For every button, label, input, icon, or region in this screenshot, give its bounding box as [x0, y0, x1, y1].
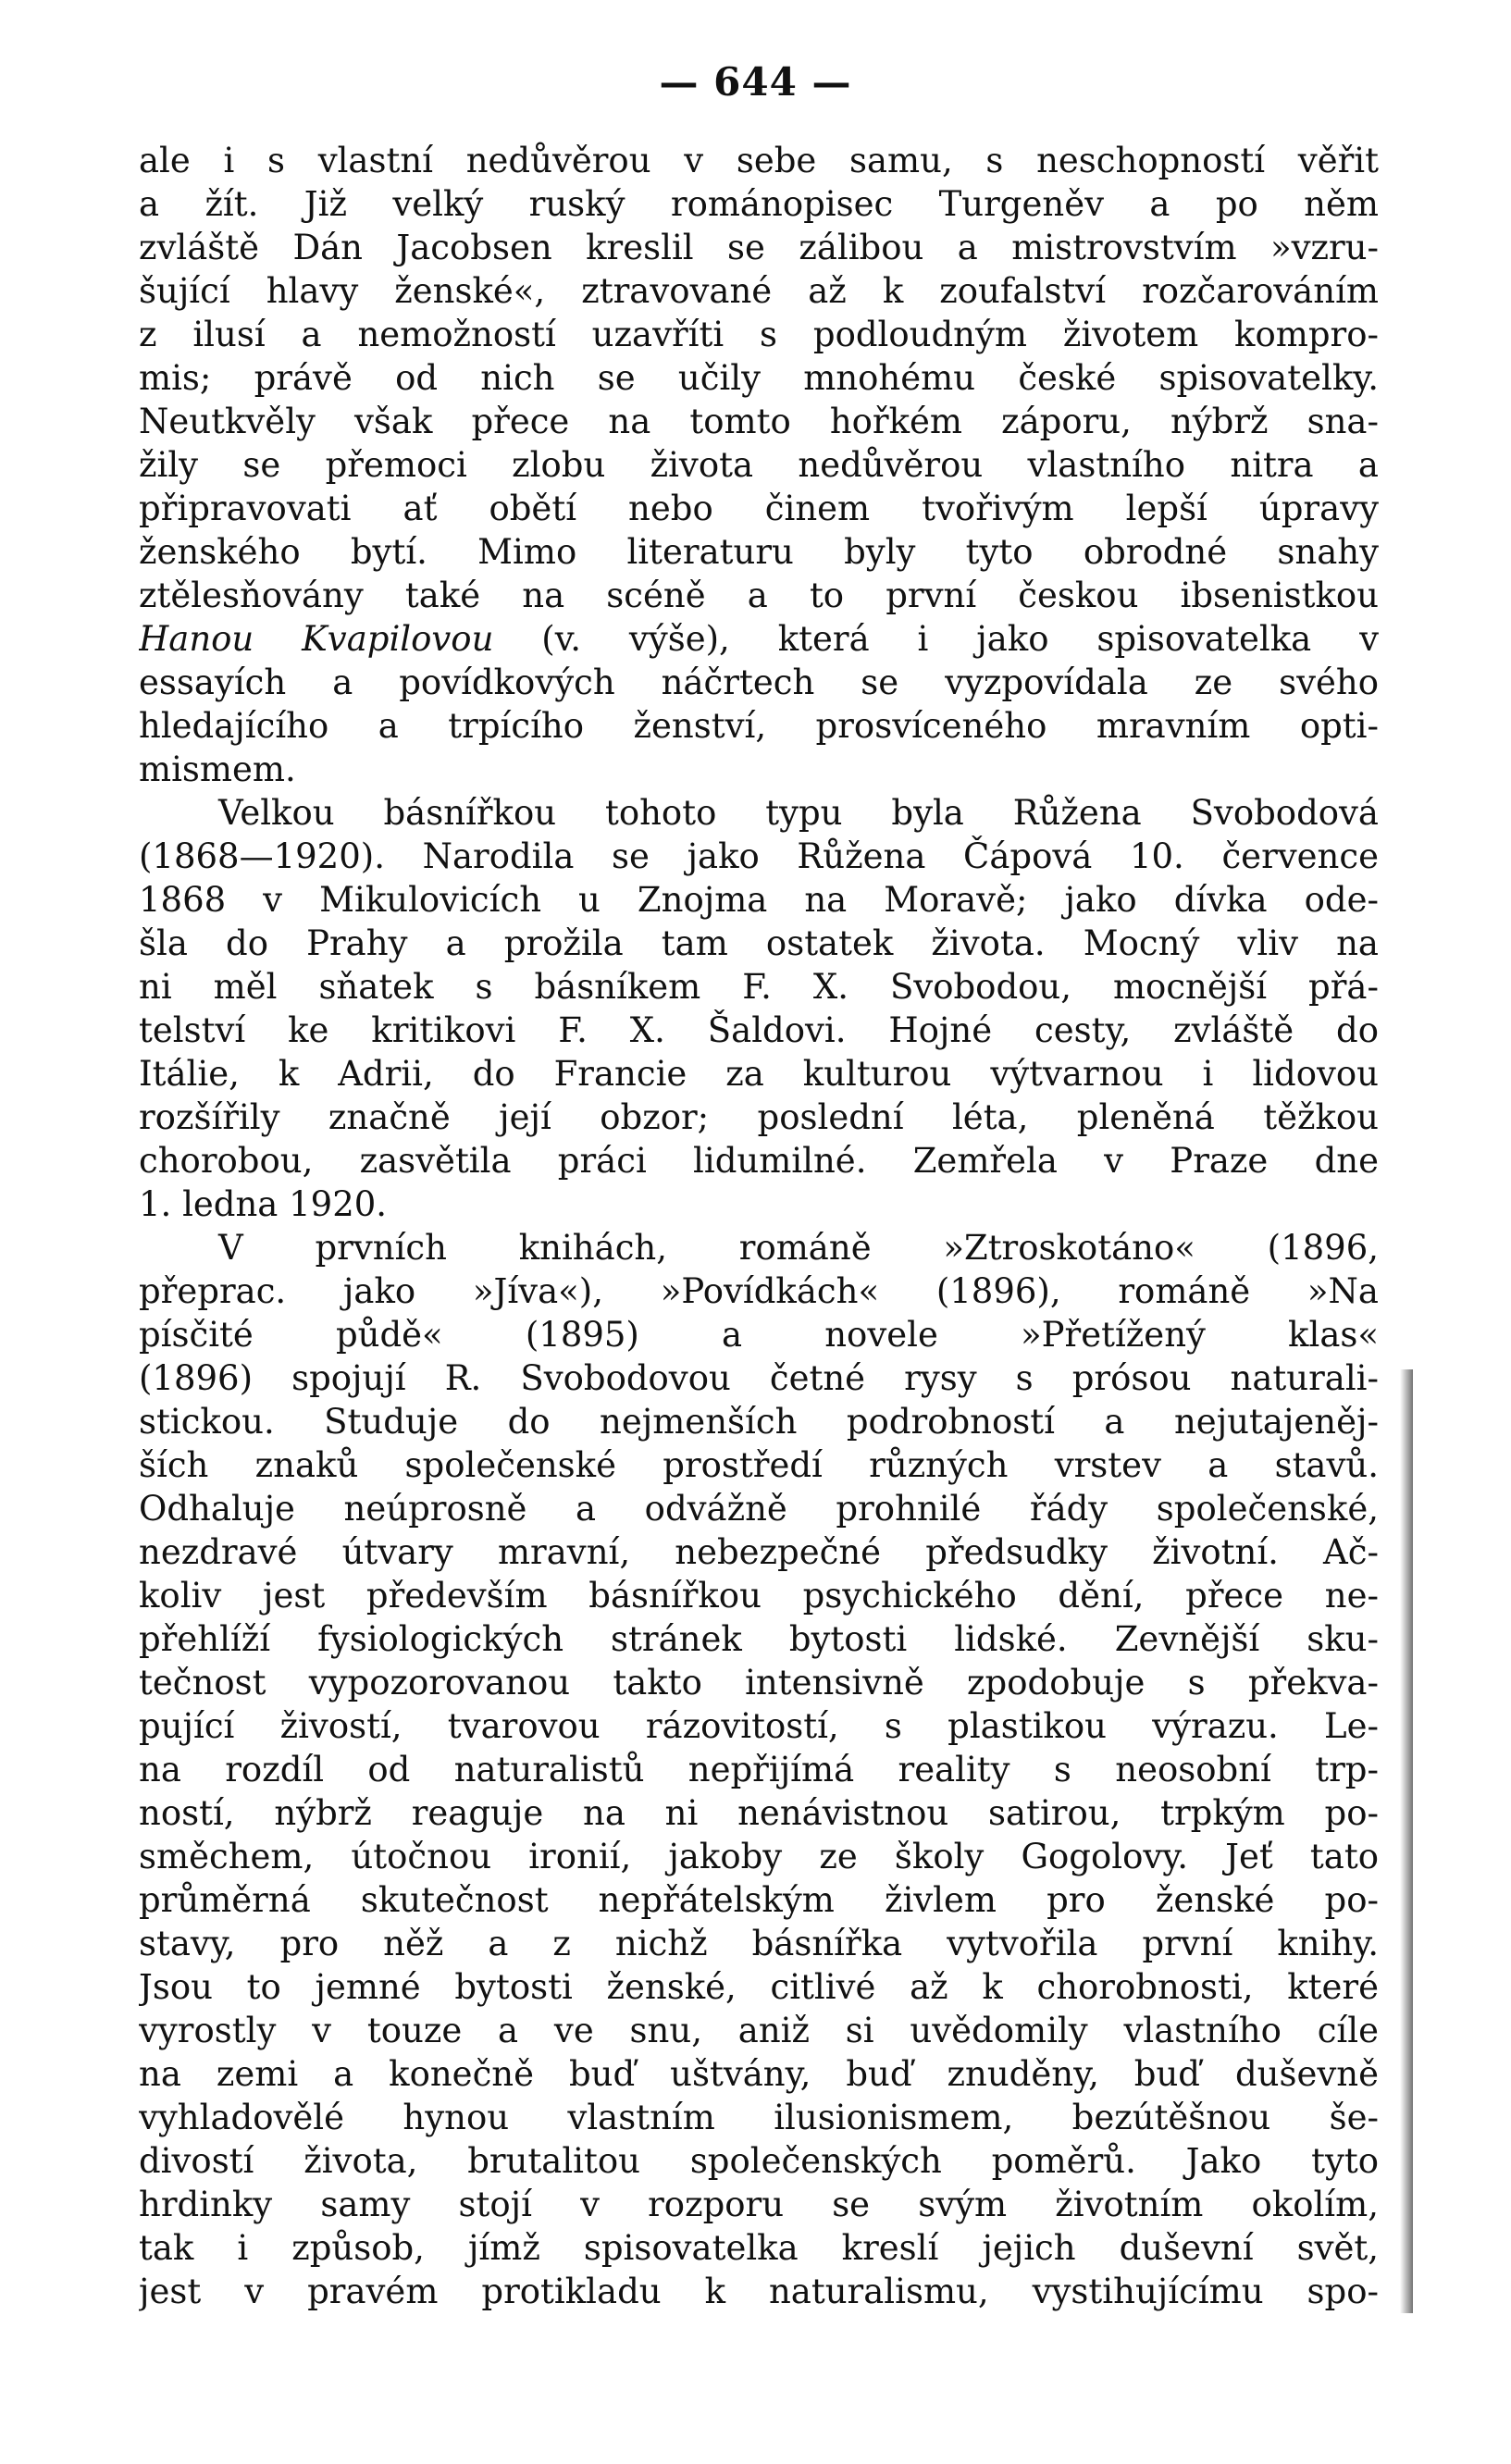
text-line: šla do Prahy a prožila tam ostatek života. Mocný vliv na	[139, 923, 1379, 963]
text-line: 1. ledna 1920.	[139, 1184, 388, 1224]
text-line: Jsou to jemné bytosti ženské, citlivé až k chorobnosti, které	[139, 1967, 1379, 2007]
text-line: směchem, útočnou ironií, jakoby ze školy Gogolovy. Jeť tato	[139, 1837, 1379, 1876]
text-line: stickou. Studuje do nejmenších podrobností a nejutajeněj-	[139, 1402, 1379, 1442]
text-line: stavy, pro něž a z nichž básnířka vytvořila první knihy.	[139, 1924, 1379, 1963]
text-line: essayích a povídkových náčrtech se vyzpovídala ze svého	[139, 662, 1379, 702]
text-line: vyhladovělé hynou vlastním ilusionismem, bezútěšnou še-	[139, 2098, 1379, 2137]
text-line: písčité půdě« (1895) a novele »Přetížený klas«	[139, 1315, 1379, 1355]
text-line: tečnost vypozorovanou takto intensivně zpodobuje s překva-	[139, 1663, 1379, 1703]
text-line: Velkou básnířkou tohoto typu byla Růžena Svobodová	[218, 793, 1379, 833]
text-line: tak i způsob, jímž spisovatelka kreslí jejich duševní svět,	[139, 2228, 1379, 2268]
text-line: Hanou Kvapilovou (v. výše), která i jako spisovatelka v	[139, 619, 1379, 659]
text-line: ností, nýbrž reaguje na ni nenávistnou satirou, trpkým po-	[139, 1793, 1379, 1833]
text-line: mismem.	[139, 749, 296, 789]
text-line: ších znaků společenské prostředí různých vrstev a stavů.	[139, 1445, 1379, 1485]
text-line: přeprac. jako »Jíva«), »Povídkách« (1896), románě »Na	[139, 1271, 1379, 1311]
text-line: koliv jest především básnířkou psychického dění, přece ne-	[139, 1576, 1379, 1616]
text-line: na zemi a konečně buď uštvány, buď znuděny, buď duševně	[139, 2054, 1379, 2094]
text-line: pující živostí, tvarovou rázovitostí, s plastikou výrazu. Le-	[139, 1706, 1379, 1746]
text-line: Neutkvěly však přece na tomto hořkém záporu, nýbrž sna-	[139, 402, 1379, 441]
text-line: žily se přemoci zlobu života nedůvěrou vlastního nitra a	[139, 445, 1379, 485]
text-line: (1896) spojují R. Svobodovou četné rysy s prósou naturali-	[139, 1358, 1379, 1398]
text-line: (1868—1920). Narodila se jako Růžena Čápová 10. července	[139, 836, 1379, 876]
text-line: přehlíží fysiologických stránek bytosti lidské. Zevnější sku-	[139, 1619, 1379, 1659]
text-line: Odhaluje neúprosně a odvážně prohnilé řády společenské,	[139, 1489, 1379, 1529]
text-line: ztělesňovány také na scéně a to první českou ibsenistkou	[139, 576, 1379, 615]
text-line: z ilusí a nemožností uzavříti s podloudným životem kompro-	[139, 315, 1379, 354]
text-line: V prvních knihách, románě »Ztroskotáno« (1896,	[218, 1228, 1379, 1268]
text-line: průměrná skutečnost nepřátelským živlem pro ženské po-	[139, 1880, 1379, 1920]
text-line: vyrostly v touze a ve snu, aniž si uvědomily vlastního cíle	[139, 2011, 1379, 2050]
text-line: hledajícího a trpícího ženství, prosvíceného mravním opti-	[139, 706, 1379, 746]
body-text	[139, 139, 1379, 2313]
text-line: Itálie, k Adrii, do Francie za kulturou výtvarnou i lidovou	[139, 1054, 1379, 1094]
scan-edge-shadow	[1400, 1369, 1413, 2313]
text-line: ženského bytí. Mimo literaturu byly tyto obrodné snahy	[139, 532, 1379, 572]
text-line: hrdinky samy stojí v rozporu se svým životním okolím,	[139, 2185, 1379, 2224]
text-line: mis; právě od nich se učily mnohému české spisovatelky.	[139, 358, 1379, 398]
text-line: zvláště Dán Jacobsen kreslil se zálibou a mistrovstvím »vzru-	[139, 228, 1379, 267]
text-line: ni měl sňatek s básníkem F. X. Svobodou, mocnější přá-	[139, 967, 1379, 1007]
text-line: jest v pravém protikladu k naturalismu, vystihujícímu spo-	[139, 2272, 1379, 2311]
text-line: divostí života, brutalitou společenských poměrů. Jako tyto	[139, 2141, 1379, 2181]
text-line: nezdravé útvary mravní, nebezpečné předsudky životní. Ač-	[139, 1532, 1379, 1572]
italic-name: Hanou Kvapilovou	[139, 619, 494, 659]
page-number: — 644 —	[659, 59, 852, 105]
text-line: na rozdíl od naturalistů nepřijímá reality s neosobní trp-	[139, 1750, 1379, 1789]
text-line: rozšířily značně její obzor; poslední léta, pleněná těžkou	[139, 1097, 1379, 1137]
text-line: ale i s vlastní nedůvěrou v sebe samu, s neschopností věřit	[139, 141, 1379, 180]
text-line: připravovati ať obětí nebo činem tvořivým lepší úpravy	[139, 489, 1379, 528]
text-line: a žít. Již velký ruský románopisec Turgeněv a po něm	[139, 184, 1379, 224]
text-line: telství ke kritikovi F. X. Šaldovi. Hojné cesty, zvláště do	[139, 1010, 1379, 1050]
text-line: 1868 v Mikulovicích u Znojma na Moravě; jako dívka ode-	[139, 880, 1379, 920]
text-line: šující hlavy ženské«, ztravované až k zoufalství rozčarováním	[139, 271, 1379, 311]
text-line: chorobou, zasvětila práci lidumilné. Zemřela v Praze dne	[139, 1141, 1379, 1181]
